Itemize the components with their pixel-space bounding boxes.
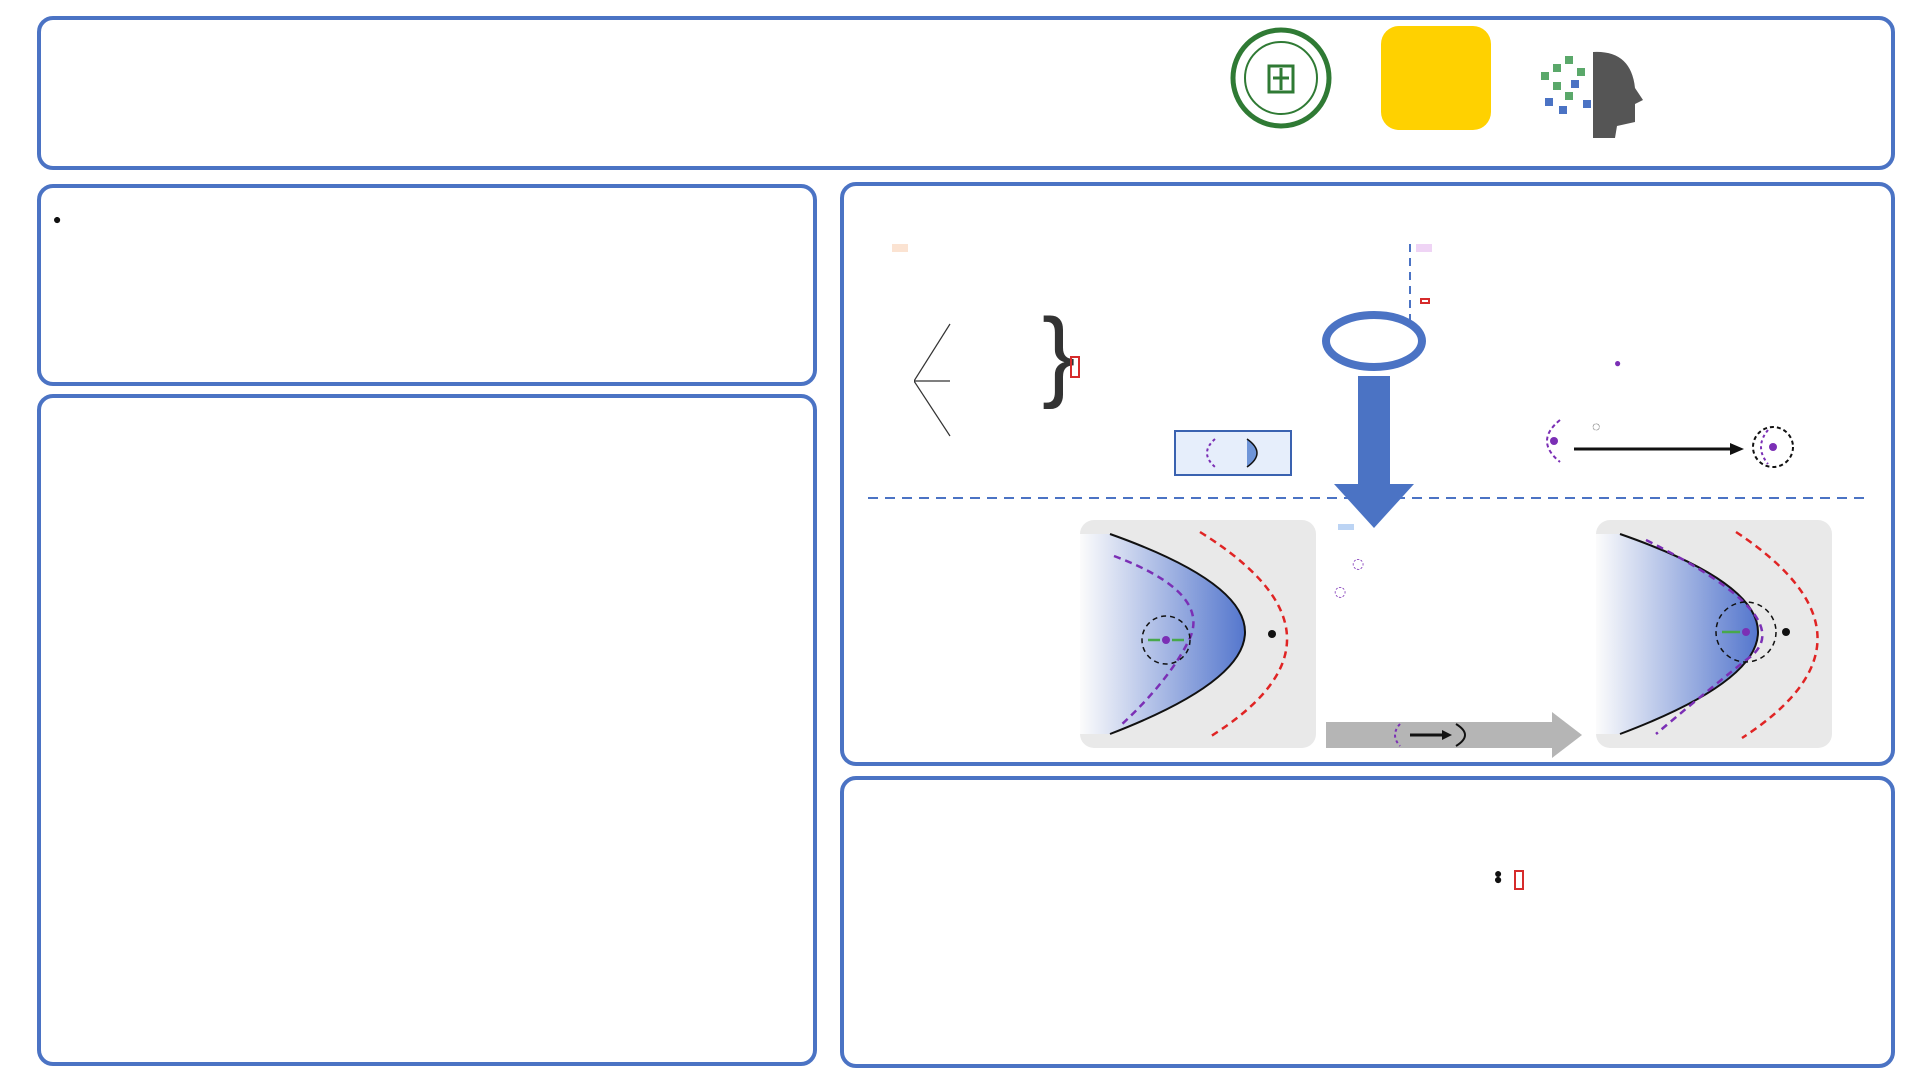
policy-space-left (1080, 520, 1316, 748)
meituan-logo (1381, 26, 1491, 166)
kstd-term (1070, 356, 1080, 378)
empirical-panel (840, 776, 1895, 1068)
header-panel (37, 16, 1895, 170)
objective-equation (1416, 298, 1886, 306)
interplay-arrow-icon (1314, 286, 1434, 556)
boxed-expectation (1514, 870, 1524, 890)
policy-space-right (1596, 520, 1832, 748)
progress-arrow-icon (1326, 712, 1582, 758)
convexified-area-icon (1748, 422, 1798, 472)
comparative-panel (37, 394, 817, 1066)
ensemble-network (914, 296, 1054, 466)
introduction-panel (37, 184, 817, 386)
true-boundary-icon (1241, 435, 1271, 471)
local-optimum-icon (1530, 416, 1570, 466)
ucb-equation (1070, 358, 1080, 376)
iclr-head-icon (1531, 42, 1651, 142)
cpo-tag (892, 244, 908, 252)
small-boundary-icon (1195, 435, 1221, 471)
constrain-arrow-icon (1574, 442, 1744, 456)
overview-panel (840, 182, 1895, 766)
comparative-plots (41, 468, 813, 1058)
sysu-seal-icon (1229, 26, 1333, 130)
eq4a-boxed (1420, 298, 1430, 304)
sysu-logo (1229, 26, 1333, 166)
empirical-bullets (1494, 862, 1886, 897)
subset-diagram (1174, 430, 1292, 476)
brace: } (1042, 298, 1076, 410)
empirical-plots (844, 840, 1484, 1060)
emp-bullet-4 (1494, 868, 1886, 891)
iclr-logo (1531, 42, 1881, 142)
joint-line-2: ◌ (1334, 584, 1347, 600)
joint-line-1: ◌ (1352, 556, 1365, 572)
convexifies-label: ● (1614, 356, 1622, 370)
joint-title (1338, 524, 1354, 530)
lpc-tag (1416, 244, 1432, 252)
constrain-label: ◌ (1592, 418, 1601, 434)
